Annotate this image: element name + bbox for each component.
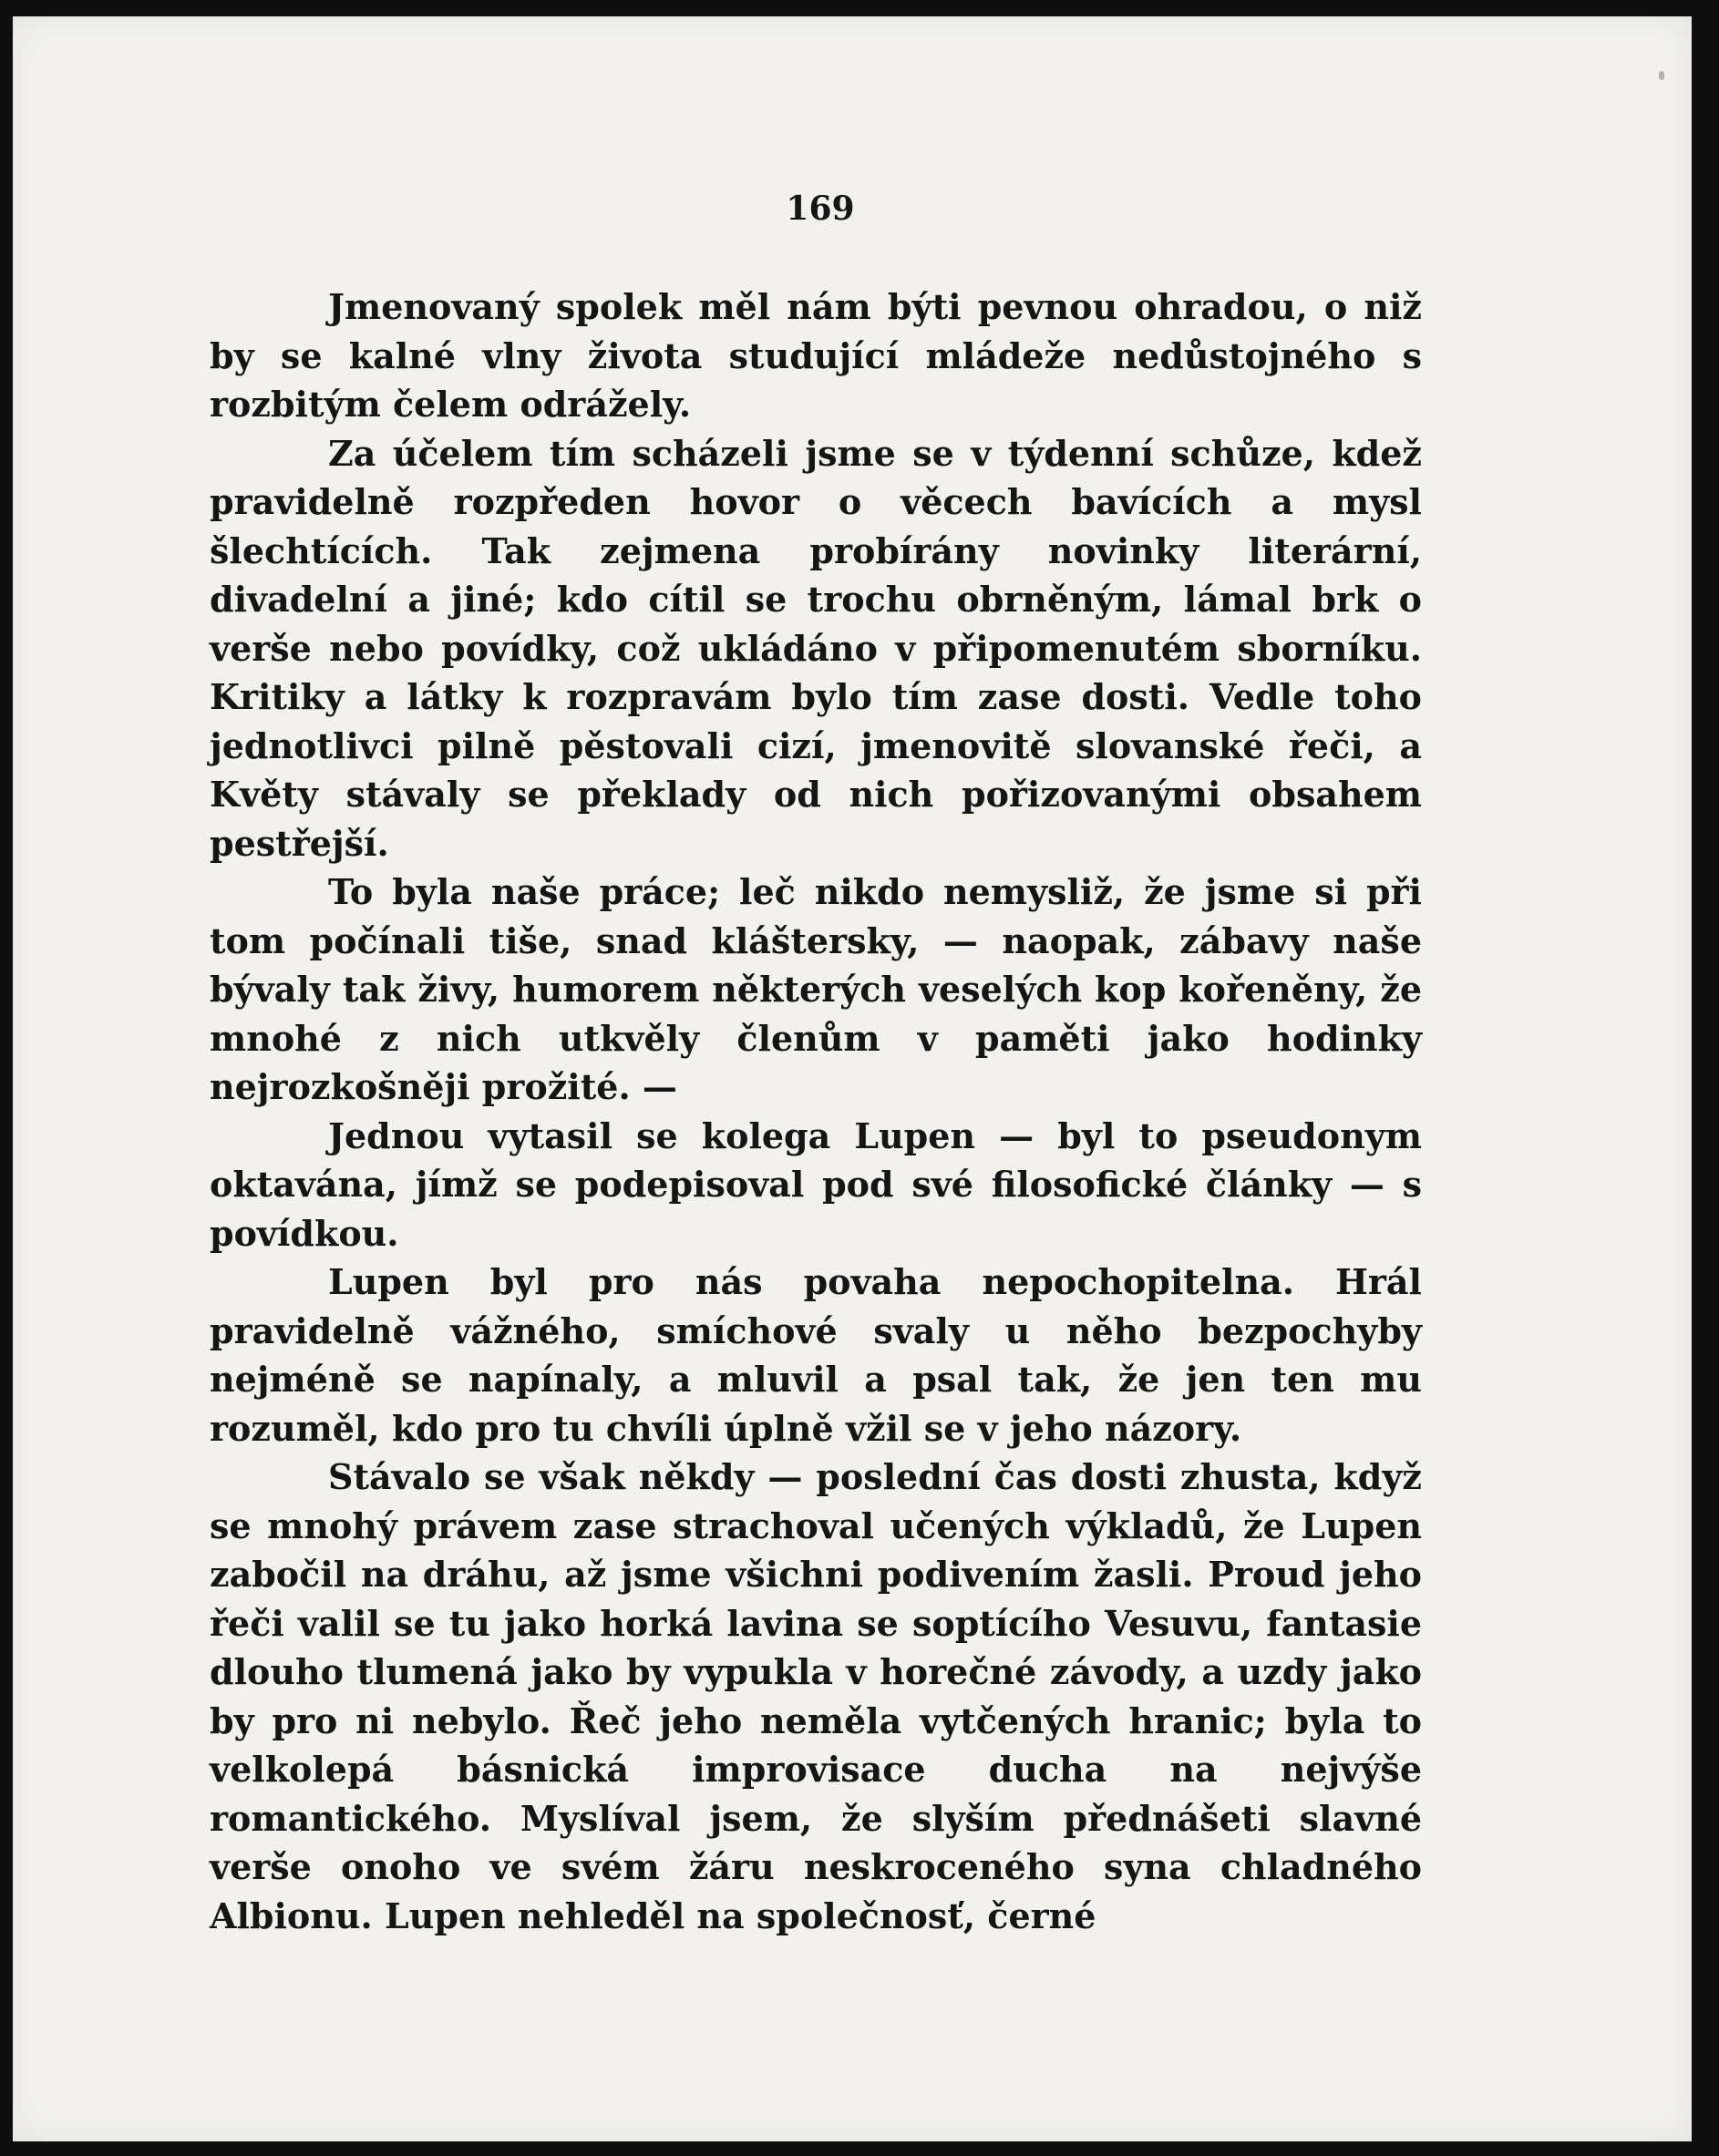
book-page xyxy=(13,16,1692,2141)
paragraph-5: Lupen byl pro nás povaha nepochopitelna. Hrál pravidelně vážného, smíchové svaly u něho bezpochyby nejméně se napínaly, a mluvil a psal tak, že jen ten mu rozuměl, kdo pro tu chvíli úplně vžil se v jeho názory. xyxy=(210,1261,1422,1449)
paragraph-6: Stávalo se však někdy — poslední čas dosti zhusta, když se mnohý právem zase strachoval učených výkladů, že Lupen zabočil na dráhu, až jsme všichni podivením žasli. Proud jeho řeči valil se tu jako horká lavina se soptícího Vesuvu, fantasie dlouho tlumená jako by vypukla v horečné závody, a uzdy jako by pro ni nebylo. Řeč jeho neměla vytčených hranic; byla to velkolepá básnická improvisace ducha na nejvýše romantického. Myslíval jsem, že slyším přednášeti slavné verše onoho ve svém žáru neskroceného syna chladného Albionu. Lupen nehleděl na společnosť, černé xyxy=(210,1456,1422,1936)
scan-speck xyxy=(1659,71,1664,80)
body-text xyxy=(210,282,1422,1940)
paragraph-2: Za účelem tím scházeli jsme se v týdenní schůze, kdež pravidelně rozpředen hovor o věcech bavících a mysl šlechtících. Tak zejmena probírány novinky literární, divadelní a jiné; kdo cítil se trochu obrněným, lámal brk o verše nebo povídky, což ukládáno v připomenutém sborníku. Kritiky a látky k rozpravám bylo tím zase dosti. Vedle toho jednotlivci pilně pěstovali cizí, jmenovitě slovanské řeči, a Květy stávaly se překlady od nich pořizovanými obsahem pestřejší. xyxy=(210,432,1422,864)
paragraph-4: Jednou vytasil se kolega Lupen — byl to pseudonym oktavána, jímž se podepisoval pod své filosofické články — s povídkou. xyxy=(210,1114,1422,1254)
paragraph-3: To byla naše práce; leč nikdo nemysliž, že jsme si při tom počínali tiše, snad kláštersky, — naopak, zábavy naše bývaly tak živy, humorem některých veselých kop kořeněny, že mnohé z nich utkvěly členům v paměti jako hodinky nejrozkošněji prožité. — xyxy=(210,871,1422,1107)
paragraph-1: Jmenovaný spolek měl nám býti pevnou ohradou, o niž by se kalné vlny života studující mládeže nedůstojného s rozbitým čelem odrážely. xyxy=(210,286,1422,425)
page-number: 169 xyxy=(786,190,855,228)
